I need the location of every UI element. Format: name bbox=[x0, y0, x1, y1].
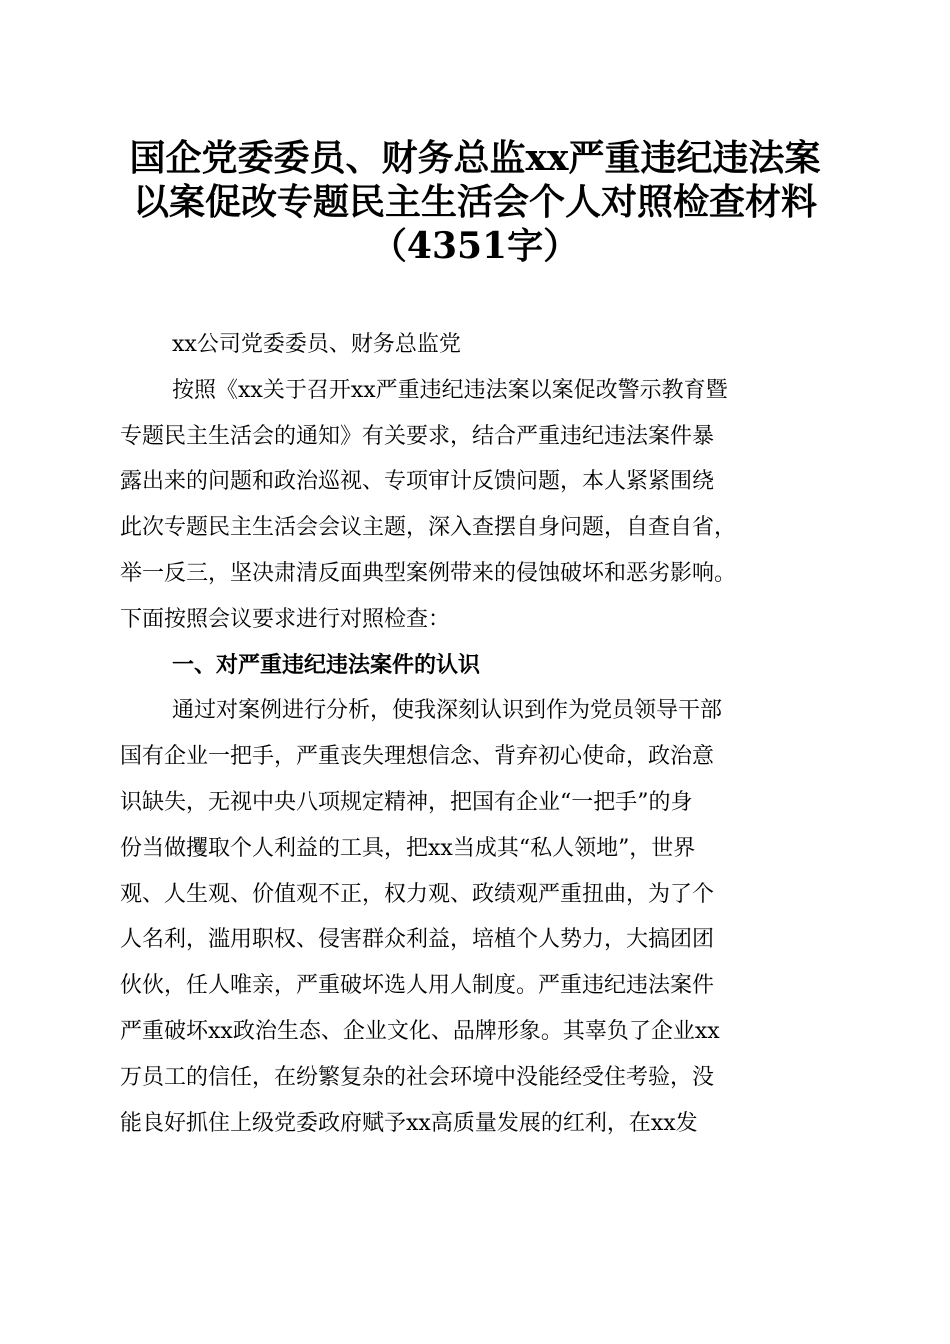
title-line-3: （4351字） bbox=[370, 225, 580, 267]
paragraph-line: 伙伙，任人唯亲，严重破坏选人用人制度。严重违纪违法案件 bbox=[120, 973, 715, 999]
paragraph-line: 通过对案例进行分析，使我深刻认识到作为党员领导干部 bbox=[172, 698, 723, 724]
document-body bbox=[120, 322, 832, 1146]
paragraph-line: 人名利，滥用职权、侵害群众利益，培植个人势力，大搞团团 bbox=[120, 927, 715, 953]
paragraph-line: 按照《xx关于召开xx严重违纪违法案以案促改警示教育暨 bbox=[172, 377, 728, 403]
paragraph-line: 严重破坏xx政治生态、企业文化、品牌形象。其辜负了企业xx bbox=[120, 1018, 720, 1044]
paragraph-line: 份当做攫取个人利益的工具，把xx当成其“私人领地”，世界 bbox=[120, 835, 696, 861]
section-heading: 一、对严重违纪违法案件的认识 bbox=[172, 652, 481, 678]
paragraph-line: 观、人生观、价值观不正，权力观、政绩观严重扭曲，为了个 bbox=[120, 881, 715, 907]
paragraph-line: 此次专题民主生活会会议主题，深入查摆自身问题，自查自省， bbox=[120, 515, 737, 541]
paragraph-line: 识缺失，无视中央八项规定精神，把国有企业“一把手”的身 bbox=[120, 789, 693, 815]
title-line-2: 以案促改专题民主生活会个人对照检查材料 bbox=[132, 181, 817, 223]
paragraph-line: 万员工的信任，在纷繁复杂的社会环境中没能经受住考验，没 bbox=[120, 1064, 715, 1090]
paragraph-line: 举一反三，坚决肃清反面典型案例带来的侵蚀破坏和恶劣影响。 bbox=[120, 560, 737, 586]
paragraph-line: 露出来的问题和政治巡视、专项审计反馈问题，本人紧紧围绕 bbox=[120, 469, 715, 495]
title-line-1: 国企党委委员、财务总监xx严重违纪违法案 bbox=[129, 137, 821, 179]
paragraph-line: 国有企业一把手，严重丧失理想信念、背弃初心使命，政治意 bbox=[120, 744, 715, 770]
paragraph-line: 下面按照会议要求进行对照检查： bbox=[120, 606, 451, 632]
paragraph-line: 能良好抓住上级党委政府赋予xx高质量发展的红利，在xx发 bbox=[120, 1110, 698, 1136]
paragraph-line: 专题民主生活会的通知》有关要求，结合严重违纪违法案件暴 bbox=[120, 423, 715, 449]
paragraph-line: xx公司党委委员、财务总监党 bbox=[172, 332, 461, 357]
document-title bbox=[80, 136, 870, 268]
